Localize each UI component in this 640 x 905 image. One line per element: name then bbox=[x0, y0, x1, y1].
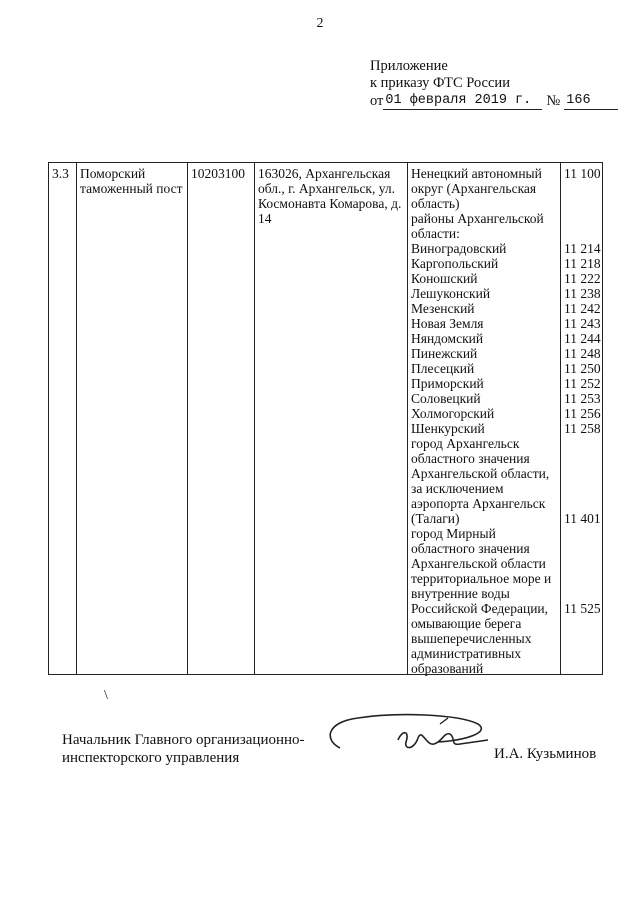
okato-code: 11 243 bbox=[564, 316, 601, 331]
okato-code: 11 256 bbox=[564, 406, 601, 421]
territory-item: районы Архангельской области: bbox=[411, 211, 544, 241]
territory-item: Приморский bbox=[411, 376, 484, 391]
signatory-name: И.А. Кузьминов bbox=[494, 746, 597, 762]
order-date: 01 февраля 2019 г. bbox=[383, 92, 542, 110]
okato-code: 11 401 bbox=[564, 511, 601, 526]
appendix-title: Приложение bbox=[370, 58, 448, 74]
okato-code: 11 253 bbox=[564, 391, 601, 406]
okato-code: 11 222 bbox=[564, 271, 601, 286]
territory-item: Пинежский bbox=[411, 346, 478, 361]
territory-item: Шенкурский bbox=[411, 421, 485, 436]
appendix-header bbox=[370, 58, 618, 110]
signature-mark bbox=[440, 718, 448, 724]
row-number: 3.3 bbox=[52, 166, 69, 181]
okato-code: 11 238 bbox=[564, 286, 601, 301]
territory-item: город Мирный областного значения Архангельской области bbox=[411, 526, 546, 571]
column-divider bbox=[407, 163, 408, 674]
territory-item: Новая Земля bbox=[411, 316, 484, 331]
position-line-1: Начальник Главного организационно- bbox=[62, 732, 305, 748]
okato-code: 11 100 bbox=[564, 166, 601, 181]
territory-item: Ненецкий автономный округ (Архангельская область) bbox=[411, 166, 542, 211]
column-divider bbox=[76, 163, 77, 674]
okato-code: 11 258 bbox=[564, 421, 601, 436]
territory-item: Плесецкий bbox=[411, 361, 475, 376]
order-number: 166 bbox=[564, 92, 618, 110]
appendix-order-ref: к приказу ФТС России bbox=[370, 75, 510, 91]
okato-code: 11 252 bbox=[564, 376, 601, 391]
signatory-position bbox=[62, 731, 305, 767]
number-label: № bbox=[546, 93, 561, 109]
customs-post-table bbox=[48, 162, 603, 675]
okato-code: 11 525 bbox=[564, 601, 601, 616]
territory-item: Соловецкий bbox=[411, 391, 481, 406]
appendix-date-line bbox=[370, 92, 618, 110]
post-code: 10203100 bbox=[191, 166, 245, 181]
from-label: от bbox=[370, 93, 384, 109]
okato-code: 11 250 bbox=[564, 361, 601, 376]
okato-code: 11 214 bbox=[564, 241, 601, 256]
post-address: 163026, Архангельская обл., г. Архангельск, ул. Космонавта Комарова, д. 14 bbox=[258, 166, 402, 226]
territory-item: Мезенский bbox=[411, 301, 475, 316]
position-line-2: инспекторского управления bbox=[62, 750, 240, 766]
okato-code: 11 248 bbox=[564, 346, 601, 361]
okato-code: 11 218 bbox=[564, 256, 601, 271]
stray-tick-mark: \ bbox=[104, 688, 108, 703]
column-divider bbox=[254, 163, 255, 674]
page-number: 2 bbox=[316, 16, 324, 31]
territory-item: Виноградовский bbox=[411, 241, 507, 256]
territory-list bbox=[411, 166, 561, 676]
territory-item: территориальное море и внутренние воды Российской Федерации, омывающие берега вышеперечисленных административных образований bbox=[411, 571, 552, 676]
column-divider bbox=[187, 163, 188, 674]
post-name: Поморский таможенный пост bbox=[80, 166, 183, 196]
okato-code: 11 244 bbox=[564, 331, 601, 346]
territory-item: Лешуконский bbox=[411, 286, 491, 301]
okato-code: 11 242 bbox=[564, 301, 601, 316]
territory-item: город Архангельск областного значения Архангельской области, за исключением аэропорта Архангельск (Талаги) bbox=[411, 436, 550, 526]
territory-item: Каргопольский bbox=[411, 256, 499, 271]
handwritten-signature bbox=[318, 700, 498, 780]
territory-item: Коношский bbox=[411, 271, 478, 286]
territory-item: Холмогорский bbox=[411, 406, 495, 421]
territory-item: Няндомский bbox=[411, 331, 484, 346]
okato-list bbox=[564, 166, 604, 616]
